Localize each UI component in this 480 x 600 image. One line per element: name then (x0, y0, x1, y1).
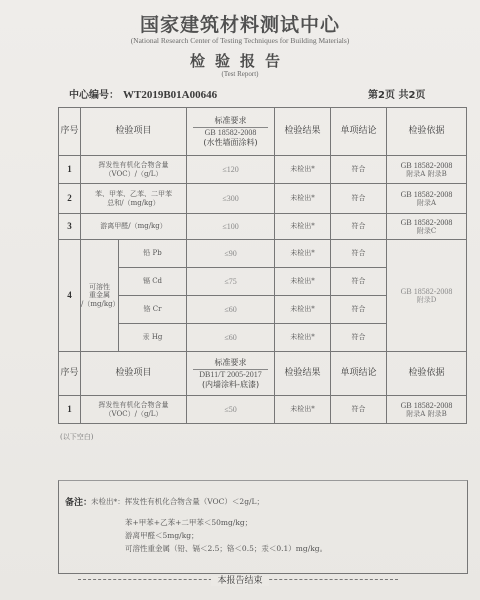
row-conclusion: 符合 (331, 396, 387, 424)
metals-label (81, 240, 119, 352)
metals-label-line3: /（mg/kg） (81, 299, 120, 308)
row-result: 未检出* (275, 324, 331, 352)
row-seq: 4 (59, 240, 81, 352)
row-result: 未检出* (275, 296, 331, 324)
remark-line: 苯+甲苯+乙苯+二甲苯＜50mg/kg； (125, 518, 253, 527)
metals-label-line2: 重金属 (89, 291, 110, 300)
row-result: 未检出* (275, 184, 331, 214)
row-basis-std: GB 18582-2008 (400, 286, 453, 296)
row-conclusion: 符合 (331, 214, 387, 240)
row-seq: 2 (59, 184, 81, 214)
row-item (81, 184, 187, 214)
requirement-title: 标准要求 (214, 358, 247, 368)
table2-header-row (59, 352, 467, 396)
table-row (59, 184, 467, 214)
row-requirement: ≤50 (187, 396, 275, 424)
row-basis-std: GB 18582-2008 (400, 217, 453, 227)
row-conclusion: 符合 (331, 184, 387, 214)
row-requirement: ≤60 (187, 324, 275, 352)
center-number (69, 86, 217, 101)
institution-title: 国家建筑材料测试中心 (139, 14, 340, 36)
metal-name: 铅 Pb (119, 240, 187, 268)
row-conclusion: 符合 (331, 268, 387, 296)
row-seq: 1 (59, 156, 81, 184)
row-basis-std: GB 18582-2008 (400, 400, 453, 410)
row-requirement: ≤100 (187, 214, 275, 240)
row-requirement: ≤90 (187, 240, 275, 268)
row-basis-appendix: 附录A 附录B (406, 170, 447, 179)
item-header: 检验项目 (81, 352, 187, 396)
row-item-name: 挥发性有机化合物含量 (98, 161, 169, 170)
row-item (81, 396, 187, 424)
requirement-standard: DB11/T 2005-2017 (199, 370, 262, 380)
row-seq: 1 (59, 396, 81, 424)
row-item (81, 156, 187, 184)
row-basis-appendix: 附录A 附录B (406, 410, 447, 419)
requirement-header (187, 108, 275, 156)
row-result: 未检出* (275, 240, 331, 268)
remarks-box (58, 480, 468, 574)
row-item-unit: 总和/（mg/kg） (107, 198, 160, 207)
row-conclusion: 符合 (331, 240, 387, 268)
row-basis-appendix: 附录C (416, 227, 437, 236)
table-row (59, 156, 467, 184)
row-requirement: ≤300 (187, 184, 275, 214)
row-basis-appendix: 附录A (416, 199, 437, 208)
basis-header: 检验依据 (387, 352, 467, 396)
requirement-scope: (水性墙面涂料) (203, 137, 258, 147)
remark-line: 未检出*：挥发性有机化合物含量（VOC）＜2g/L； (91, 497, 265, 506)
remarks-label: 备注： (65, 498, 93, 508)
row-item: 游离甲醛/（mg/kg） (81, 214, 187, 240)
page-indicator: 第2页 共2页 (368, 90, 426, 101)
row-conclusion: 符合 (331, 296, 387, 324)
table-row (59, 214, 467, 240)
center-number-label: 中心编号： (69, 90, 119, 101)
result-header: 检验结果 (275, 352, 331, 396)
center-number-value: WT2019B01A00646 (123, 89, 218, 101)
report-subtitle: (Test Report) (221, 70, 259, 78)
row-conclusion: 符合 (331, 324, 387, 352)
row-item-name: 挥发性有机化合物含量 (98, 401, 169, 410)
row-basis (387, 214, 467, 240)
requirement-scope: (内墙涂料-底漆) (201, 379, 260, 389)
item-header: 检验项目 (81, 108, 187, 156)
remark-line: 可溶性重金属（铅、镉＜2.5；铬＜0.5；汞＜0.1）mg/kg。 (125, 544, 328, 553)
row-basis-std: GB 18582-2008 (400, 189, 453, 199)
table-row (59, 396, 467, 424)
requirement-standard: GB 18582-2008 (204, 128, 257, 138)
row-result: 未检出* (275, 156, 331, 184)
report-end (0, 573, 480, 586)
row-item-unit: （VOC）/（g/L） (104, 409, 163, 418)
conclusion-header: 单项结论 (331, 352, 387, 396)
row-requirement: ≤60 (187, 296, 275, 324)
row-result: 未检出* (275, 396, 331, 424)
row-basis-appendix: 附录D (416, 296, 437, 305)
table1-header-row (59, 108, 467, 156)
row-requirement: ≤75 (187, 268, 275, 296)
requirement-header (187, 352, 275, 396)
seq-header: 序号 (59, 352, 81, 396)
metal-name: 汞 Hg (119, 324, 187, 352)
row-item-unit: （VOC）/（g/L） (104, 169, 163, 178)
remark-line: 游离甲醛＜5mg/kg； (125, 531, 199, 540)
metal-name: 铬 Cr (119, 296, 187, 324)
row-conclusion: 符合 (331, 156, 387, 184)
metals-label-line1: 可溶性 (89, 283, 110, 292)
row-basis (387, 396, 467, 424)
seq-header: 序号 (59, 108, 81, 156)
row-basis (387, 240, 467, 352)
table-row (59, 240, 467, 268)
report-end-text: 本报告结束 (211, 576, 268, 586)
basis-header: 检验依据 (387, 108, 467, 156)
report-title: 检验报告 (189, 52, 290, 70)
blank-below-marker: (以下空白) (60, 433, 94, 441)
row-item-name: 苯、甲苯、乙苯、二甲苯 (95, 190, 172, 199)
test-results-table (58, 107, 467, 424)
conclusion-header: 单项结论 (331, 108, 387, 156)
metal-name: 镉 Cd (119, 268, 187, 296)
result-header: 检验结果 (275, 108, 331, 156)
row-result: 未检出* (275, 214, 331, 240)
requirement-title: 标准要求 (214, 116, 247, 126)
institution-subtitle: (National Research Center of Testing Techniques for Building Materials) (130, 36, 350, 45)
row-result: 未检出* (275, 268, 331, 296)
row-basis (387, 184, 467, 214)
row-basis (387, 156, 467, 184)
row-seq: 3 (59, 214, 81, 240)
row-requirement: ≤120 (187, 156, 275, 184)
row-basis-std: GB 18582-2008 (400, 160, 453, 170)
